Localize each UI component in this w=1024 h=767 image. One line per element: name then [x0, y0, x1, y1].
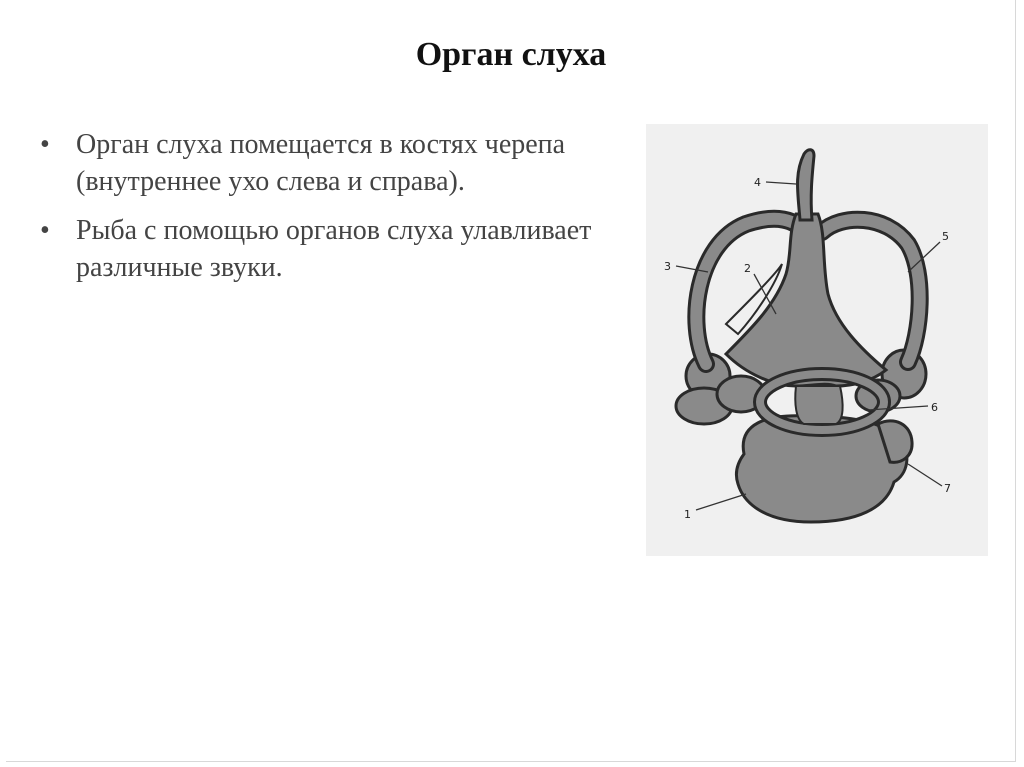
- bullet-marker: •: [40, 215, 50, 246]
- diagram-shapes: [676, 150, 926, 522]
- inner-ear-diagram: [646, 124, 988, 556]
- label-3: 3: [664, 260, 671, 273]
- label-2: 2: [744, 262, 751, 275]
- bullet-item: [36, 126, 596, 200]
- slide-title: Орган слуха: [415, 36, 607, 73]
- bullet-list: [36, 126, 596, 298]
- label-4: 4: [754, 176, 761, 189]
- label-6: 6: [931, 401, 938, 414]
- leader-line-4: [766, 182, 796, 184]
- bullet-marker: •: [40, 129, 50, 160]
- connector-shape: [795, 386, 842, 424]
- label-5: 5: [942, 230, 949, 243]
- label-7: 7: [944, 482, 951, 495]
- bullet-text: Орган слуха помещается в костях черепа (внутреннее ухо слева и справа).: [76, 129, 566, 197]
- leader-line-1: [696, 494, 746, 510]
- label-1: 1: [684, 508, 691, 521]
- leader-line-7: [908, 464, 942, 486]
- inner-ear-drawing: [646, 124, 988, 556]
- endolymphatic-duct-shape: [798, 150, 815, 220]
- bullet-item: [36, 212, 596, 286]
- bullet-text: Рыба с помощью органов слуха улавливает различные звуки.: [76, 215, 592, 283]
